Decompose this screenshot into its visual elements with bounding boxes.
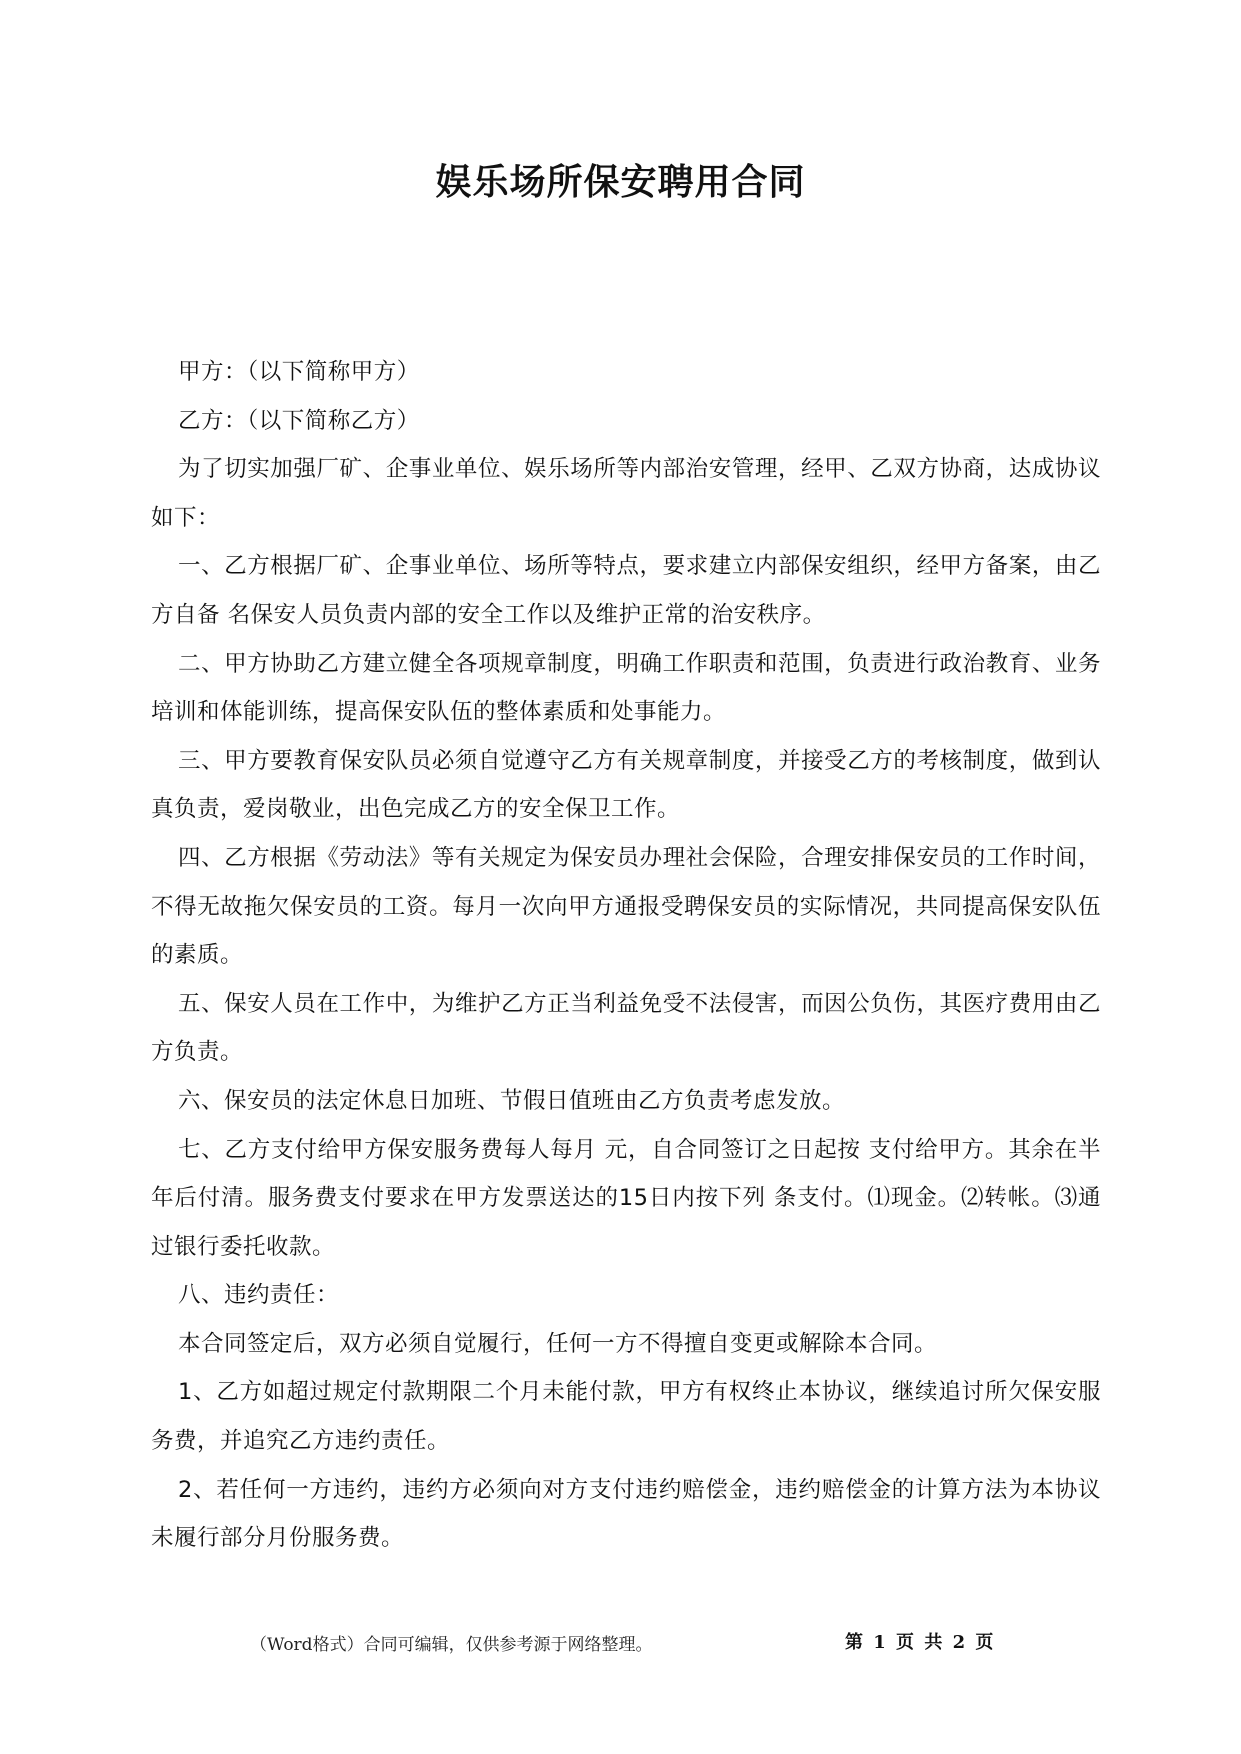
clause-7: 七、乙方支付给甲方保安服务费每人每月 元，自合同签订之日起按 支付给甲方。其余在半年后付清。服务费支付要求在甲方发票送达的15日内按下列 条支付。⑴现金。⑵转帐。⑶通过银行委托收款。 (151, 1136, 1101, 1260)
page-number: 第 1 页 共 2 页 (845, 1632, 996, 1653)
preamble-paragraph: 为了切实加强厂矿、企事业单位、娱乐场所等内部治安管理，经甲、乙双方协商，达成协议如下： (151, 456, 1101, 531)
party-a-line: 甲方：（以下简称甲方） (178, 359, 420, 385)
clause-2: 二、甲方协助乙方建立健全各项规章制度，明确工作职责和范围，负责进行政治教育、业务培训和体能训练，提高保安队伍的整体素质和处事能力。 (151, 650, 1101, 726)
clause-5: 五、保安人员在工作中，为维护乙方正当利益免受不法侵害，而因公负伤，其医疗费用由乙方负责。 (151, 990, 1101, 1066)
clause-8-item-2: 2、若任何一方违约，违约方必须向对方支付违约赔偿金，违约赔偿金的计算方法为本协议未履行部分月份服务费。 (151, 1476, 1101, 1552)
document-body (151, 348, 1101, 1563)
footer-note: （Word格式）合同可编辑，仅供参考源于网络整理。 (250, 1635, 653, 1655)
clause-6: 六、保安员的法定休息日加班、节假日值班由乙方负责考虑发放。 (178, 1087, 846, 1114)
clause-8-heading: 八、违约责任： (178, 1282, 340, 1309)
party-b-line: 乙方：（以下简称乙方） (178, 407, 420, 434)
clause-8-item-1: 1、乙方如超过规定付款期限二个月未能付款，甲方有权终止本协议，继续追讨所欠保安服务费，并追究乙方违约责任。 (151, 1379, 1101, 1455)
clause-1: 一、乙方根据厂矿、企事业单位、场所等特点，要求建立内部保安组织，经甲方备案，由乙方自备 名保安人员负责内部的安全工作以及维护正常的治安秩序。 (151, 553, 1101, 628)
document-title: 娱乐场所保安聘用合同 (435, 162, 806, 203)
clause-3: 三、甲方要教育保安队员必须自觉遵守乙方有关规章制度，并接受乙方的考核制度，做到认真负责，爱岗敬业，出色完成乙方的安全保卫工作。 (151, 747, 1101, 823)
clause-4: 四、乙方根据《劳动法》等有关规定为保安员办理社会保险，合理安排保安员的工作时间，不得无故拖欠保安员的工资。每月一次向甲方通报受聘保安员的实际情况，共同提高保安队伍的素质。 (151, 844, 1101, 969)
clause-8-intro: 本合同签定后，双方必须自觉履行，任何一方不得擅自变更或解除本合同。 (178, 1330, 938, 1357)
